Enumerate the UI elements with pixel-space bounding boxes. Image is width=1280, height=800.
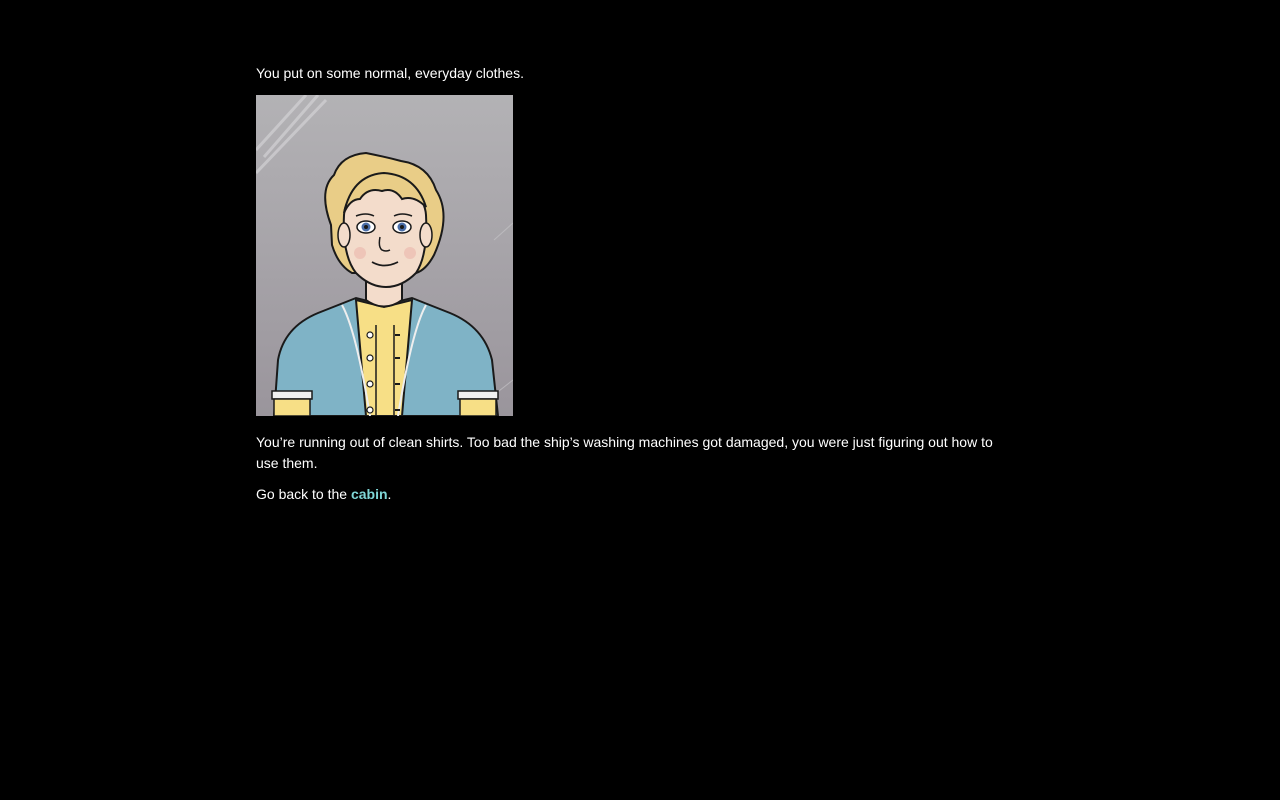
- nav-prefix: Go back to the: [256, 486, 351, 502]
- nav-suffix: .: [387, 486, 392, 502]
- character-portrait: [256, 95, 513, 416]
- navigation-text: [256, 484, 1016, 505]
- body-text: You’re running out of clean shirts. Too bad the ship’s washing machines got damaged, you were just figuring out how to use them.: [256, 434, 993, 471]
- story-passage: [256, 63, 1016, 505]
- intro-text: You put on some normal, everyday clothes.: [256, 65, 524, 81]
- cabin-link[interactable]: cabin: [350, 486, 388, 502]
